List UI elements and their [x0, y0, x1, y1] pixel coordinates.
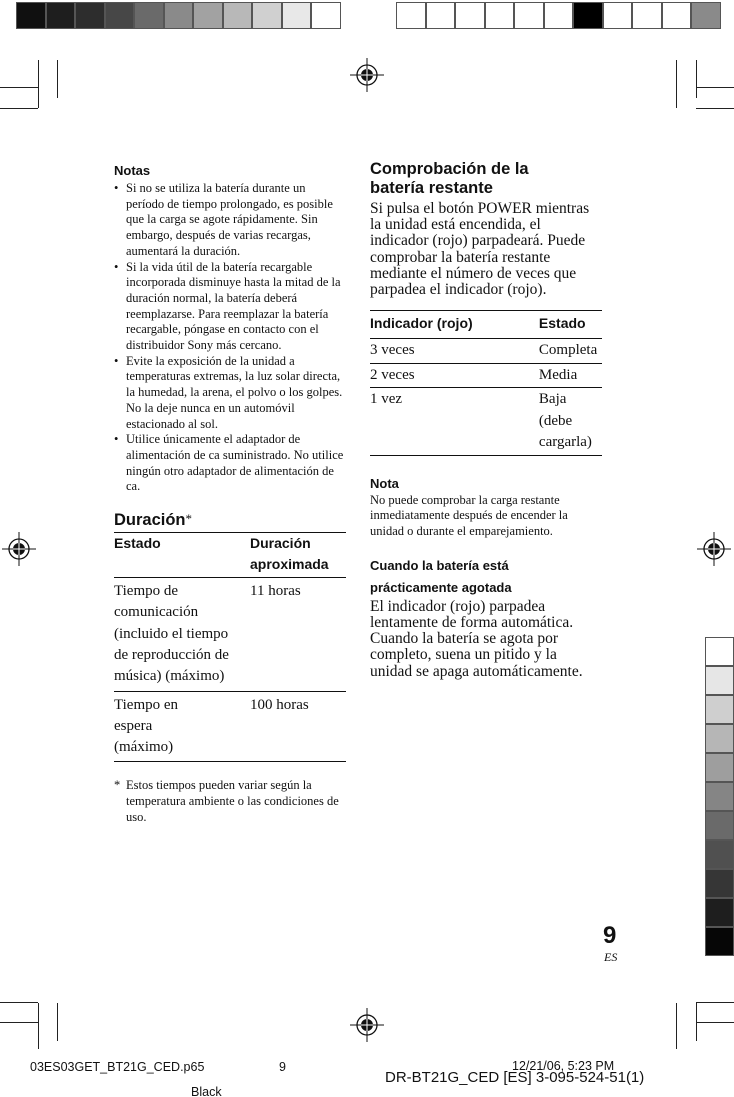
page-number: 9 — [603, 922, 617, 949]
grayscale-sidebar-strip — [705, 637, 734, 956]
color-swatch — [396, 2, 426, 29]
color-swatch — [691, 2, 721, 29]
list-item: • Si la vida útil de la batería recargable incorporada disminuye hasta la mitad de la duración normal, la batería deberá reemplazarse. Para reemplazar la batería recargable, póngase en contacto con el distribuidor Sony más cercano. — [114, 260, 346, 354]
color-swatch — [705, 782, 734, 811]
table-row — [114, 691, 346, 762]
color-swatch — [282, 2, 312, 29]
color-swatch — [455, 2, 485, 29]
color-swatch — [632, 2, 662, 29]
battery-title: Comprobación de la batería restante — [370, 160, 529, 197]
footnote-text: Estos tiempos pueden variar según la temperatura ambiente o las condiciones de uso. — [126, 778, 339, 824]
registration-mark-icon — [350, 58, 384, 92]
table-cell: Tiempo en espera (máximo) — [114, 696, 179, 756]
nota-title: Nota — [370, 475, 399, 491]
color-swatch — [662, 2, 692, 29]
color-swatch — [105, 2, 135, 29]
footer-filename: 03ES03GET_BT21G_CED.p65 — [30, 1060, 205, 1074]
table-header: Estado — [538, 315, 586, 332]
footer-date: 12/21/06, 5:23 PM — [512, 1059, 615, 1073]
table-cell: 100 horas — [250, 696, 309, 713]
left-column — [114, 163, 346, 826]
footer-color: Black — [191, 1085, 222, 1097]
notes-list — [114, 181, 346, 495]
table-row — [370, 363, 602, 388]
page-lang: ES — [604, 950, 618, 964]
battery-table — [370, 310, 602, 456]
color-swatch — [514, 2, 544, 29]
color-swatch — [426, 2, 456, 29]
table-cell: 2 veces — [370, 366, 415, 383]
notes-title: Notas — [114, 163, 151, 178]
duration-heading — [114, 511, 346, 530]
table-row — [370, 388, 602, 456]
color-swatch — [705, 840, 734, 869]
color-swatch — [603, 2, 633, 29]
color-swatch — [705, 753, 734, 782]
color-swatch — [223, 2, 253, 29]
duration-table — [114, 532, 346, 762]
color-swatch — [705, 869, 734, 898]
list-item: • Utilice únicamente el adaptador de alimentación de ca suministrado. No utilice ningún otro adaptador de alimentación de ca. — [114, 432, 346, 495]
color-swatch — [134, 2, 164, 29]
color-swatch — [705, 927, 734, 956]
table-cell: 11 horas — [250, 583, 301, 600]
color-swatch — [544, 2, 574, 29]
duration-footnote — [114, 778, 346, 825]
color-swatch — [252, 2, 282, 29]
table-header: Indicador (rojo) — [370, 315, 473, 332]
color-swatch — [705, 811, 734, 840]
color-swatch — [705, 898, 734, 927]
color-swatch — [705, 666, 734, 695]
registration-mark-icon — [2, 532, 36, 566]
duration-title-mark: * — [185, 511, 193, 527]
nota-text: No puede comprobar la carga restante inmediatamente después de encender la unidad o durante el emparejamiento. — [370, 492, 568, 539]
color-swatch — [485, 2, 515, 29]
battery-intro: Si pulsa el botón POWER mientras la unidad está encendida, el indicador (rojo) parpadeará. Puede comprobar la batería restante mediante el número de veces que parpadea el indicador (rojo). — [370, 200, 590, 299]
table-header: Estado — [114, 535, 161, 552]
duration-title: Duración — [114, 511, 186, 530]
table-row — [114, 578, 346, 691]
table-cell: Tiempo de comunicación (incluido el tiempo de reproducción de música) (máximo) — [114, 583, 229, 685]
grayscale-calibration-bar — [16, 2, 341, 29]
table-header: Duración aproximada — [250, 535, 329, 573]
footer-product: DR-BT21G_CED [ES] 3-095-524-51(1) — [385, 1069, 645, 1086]
footer-page: 9 — [279, 1060, 286, 1074]
color-swatch — [705, 724, 734, 753]
low-battery-title: Cuando la batería está prácticamente agotada — [370, 557, 512, 595]
table-header-row — [114, 533, 346, 578]
color-swatch — [164, 2, 194, 29]
color-calibration-bar — [396, 2, 721, 29]
color-swatch — [573, 2, 603, 29]
color-swatch — [311, 2, 341, 29]
table-cell: 1 vez — [370, 391, 403, 408]
color-swatch — [705, 637, 734, 666]
table-cell: Media — [538, 366, 578, 383]
color-swatch — [193, 2, 223, 29]
list-item: • Si no se utiliza la batería durante un período de tiempo prolongado, es posible que la carga se agote rápidamente. Sin embargo, después de varias recargas, aumentará la duración. — [114, 181, 346, 260]
table-cell: Completa — [538, 342, 598, 359]
table-cell: 3 veces — [370, 342, 415, 359]
right-column — [370, 160, 602, 680]
table-row — [370, 339, 602, 364]
color-swatch — [75, 2, 105, 29]
footnote-mark: * — [114, 778, 121, 793]
registration-mark-icon — [697, 532, 731, 566]
color-swatch — [705, 695, 734, 724]
low-battery-text: El indicador (rojo) parpadea lentamente de forma automática. Cuando la batería se agota por completo, suena un pitido y la unidad se apaga automáticamente. — [370, 597, 583, 680]
color-swatch — [46, 2, 76, 29]
registration-mark-icon — [350, 1008, 384, 1042]
list-item: • Evite la exposición de la unidad a temperaturas extremas, la luz solar directa, la humedad, la arena, el polvo o los golpes. No la deje nunca en un automóvil estacionado al sol. — [114, 354, 346, 433]
color-swatch — [16, 2, 46, 29]
table-cell: Baja (debe cargarla) — [538, 391, 592, 451]
table-header-row — [370, 311, 602, 339]
